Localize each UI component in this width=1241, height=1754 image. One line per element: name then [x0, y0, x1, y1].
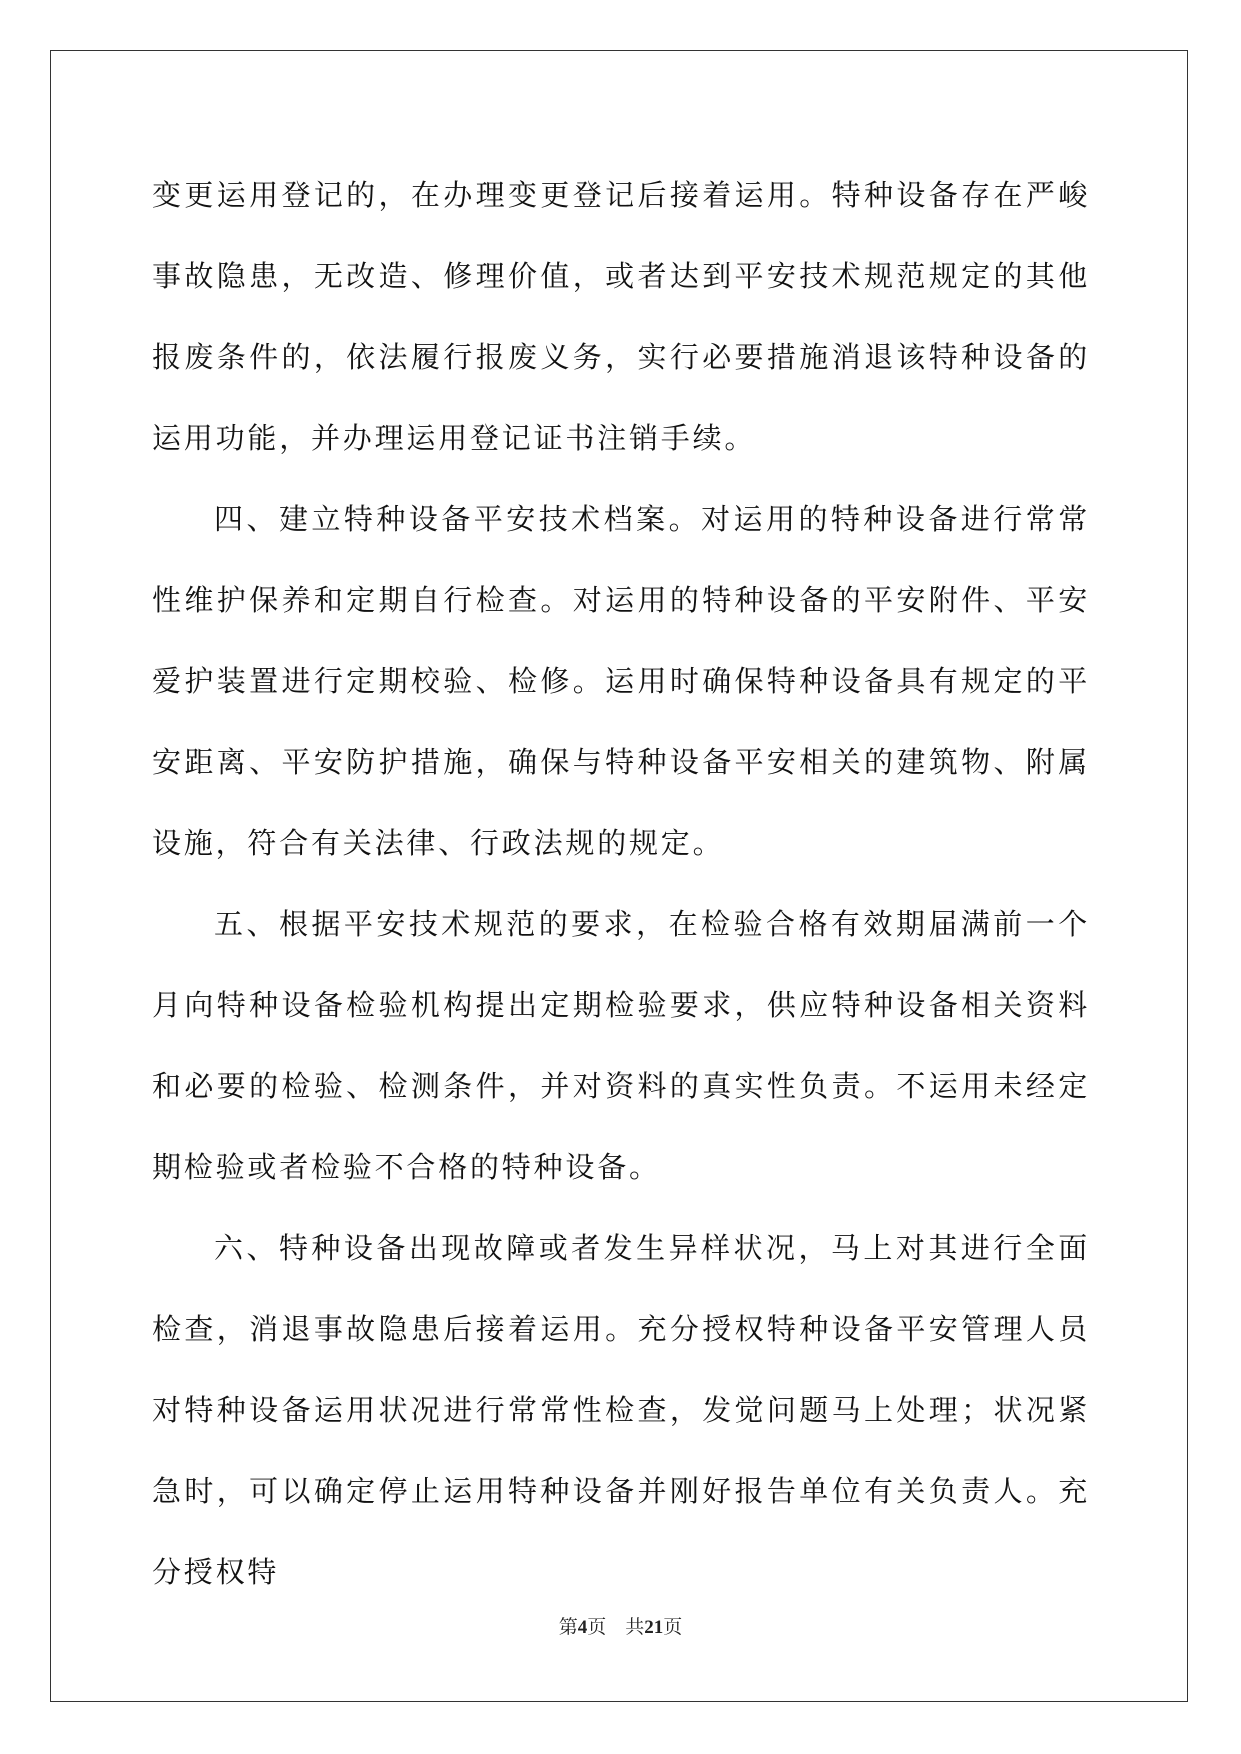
footer-page-label: 页 — [587, 1617, 607, 1638]
document-body — [152, 155, 1090, 1613]
current-page-number: 4 — [577, 1617, 588, 1638]
footer-prefix: 第 — [558, 1617, 578, 1638]
paragraph: 变更运用登记的，在办理变更登记后接着运用。特种设备存在严峻事故隐患，无改造、修理价值，或者达到平安技术规范规定的其他报废条件的，依法履行报废义务，实行必要措施消退该特种设备的运用功能，并办理运用登记证书注销手续。 — [152, 178, 1090, 455]
page-footer — [0, 1612, 1241, 1639]
paragraph: 五、根据平安技术规范的要求，在检验合格有效期届满前一个月向特种设备检验机构提出定期检验要求，供应特种设备相关资料和必要的检验、检测条件，并对资料的真实性负责。不运用未经定期检验或者检验不合格的特种设备。 — [152, 907, 1090, 1184]
footer-total-label: 页 — [663, 1617, 683, 1638]
total-page-number: 21 — [644, 1617, 664, 1638]
paragraph: 六、特种设备出现故障或者发生异样状况，马上对其进行全面检查，消退事故隐患后接着运用。充分授权特种设备平安管理人员对特种设备运用状况进行常常性检查，发觉问题马上处理；状况紧急时，可以确定停止运用特种设备并刚好报告单位有关负责人。充分授权特 — [152, 1231, 1090, 1589]
paragraph: 四、建立特种设备平安技术档案。对运用的特种设备进行常常性维护保养和定期自行检查。对运用的特种设备的平安附件、平安爱护装置进行定期校验、检修。运用时确保特种设备具有规定的平安距离、平安防护措施，确保与特种设备平安相关的建筑物、附属设施，符合有关法律、行政法规的规定。 — [152, 502, 1090, 860]
footer-total-prefix: 共 — [625, 1617, 645, 1638]
